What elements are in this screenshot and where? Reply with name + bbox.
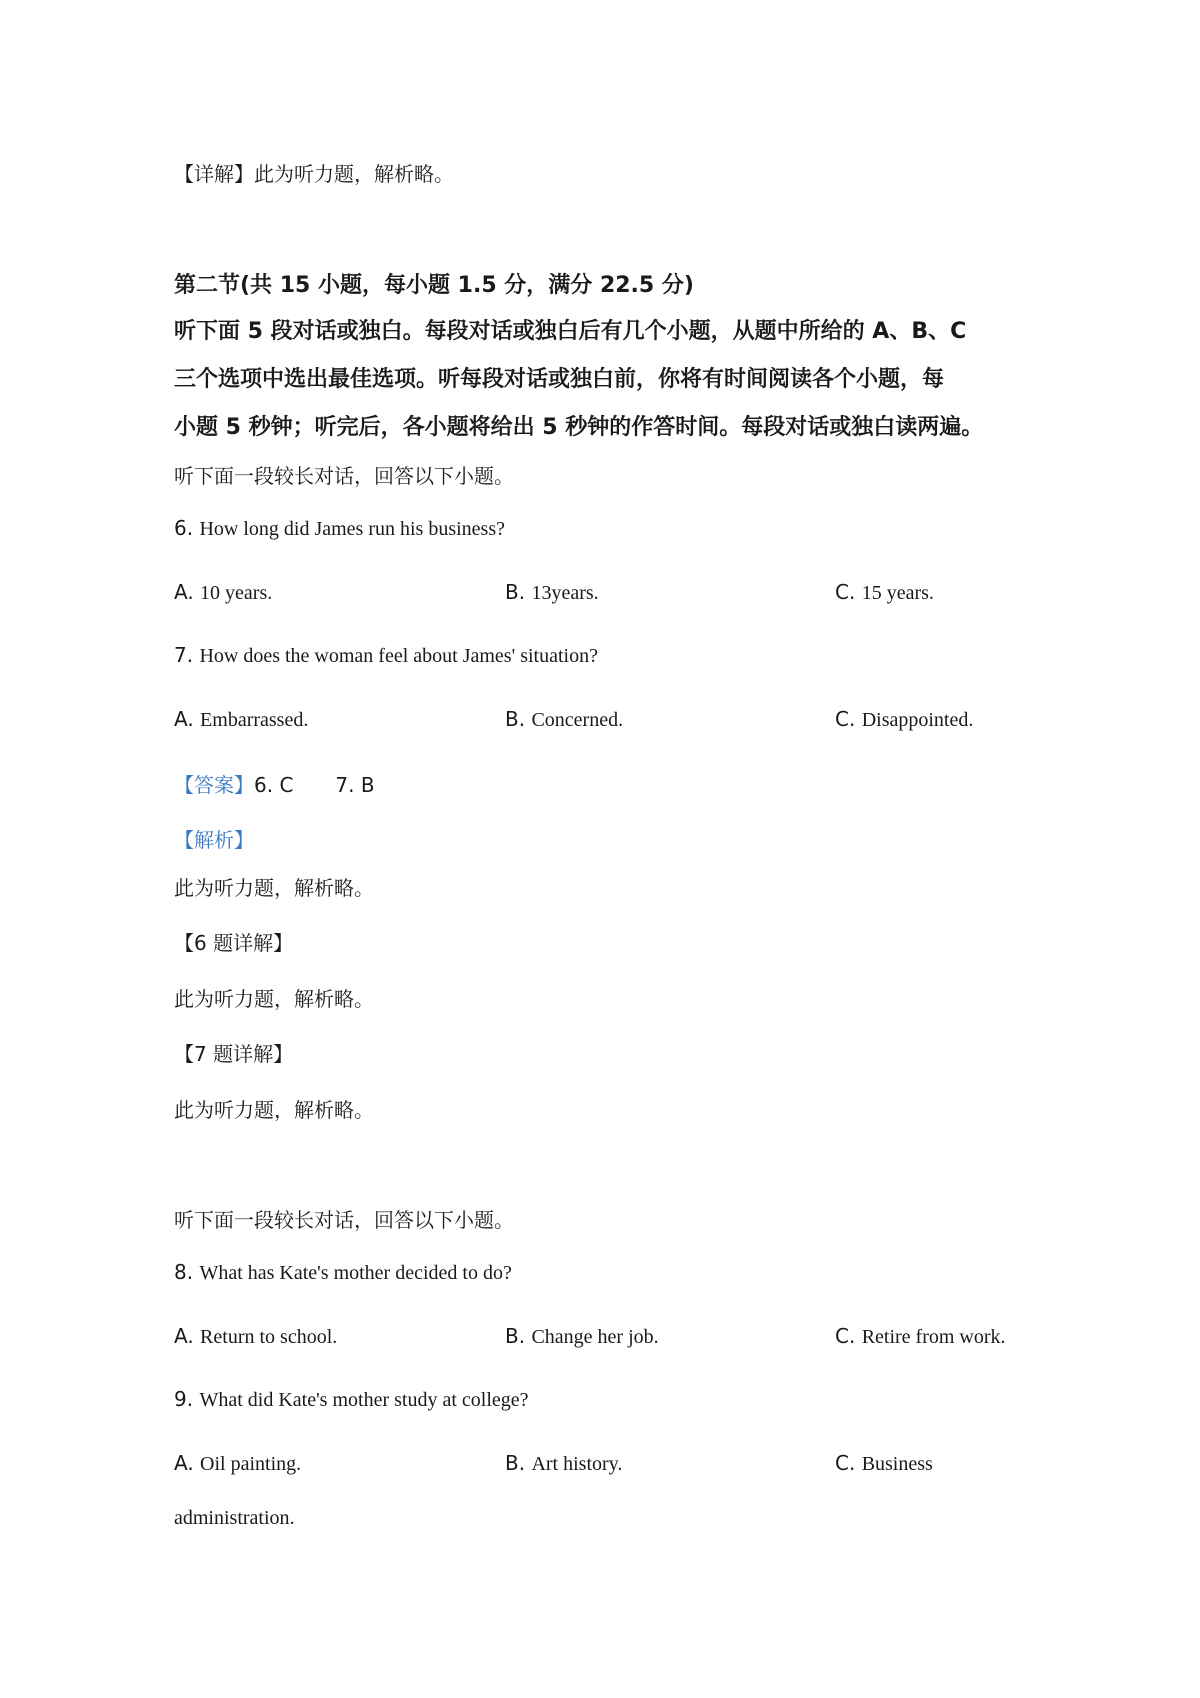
- option-letter: A.: [174, 1451, 194, 1475]
- answer-value: 7. B: [335, 773, 375, 797]
- option-text: Return to school.: [200, 1326, 338, 1348]
- top-detail: 【详解】此为听力题，解析略。: [174, 162, 454, 186]
- option-letter: B.: [505, 1324, 526, 1348]
- option-text: Retire from work.: [861, 1326, 1006, 1348]
- question-text: What did Kate's mother study at college?: [199, 1389, 529, 1411]
- option-text: 13years.: [531, 582, 599, 604]
- question-8: [174, 1260, 512, 1285]
- q9-option-b: [505, 1451, 622, 1476]
- option-text: Disappointed.: [861, 709, 974, 731]
- question-7: [174, 643, 598, 668]
- q8-option-b: [505, 1324, 659, 1349]
- option-text: 10 years.: [200, 582, 273, 604]
- q7-option-b: [505, 707, 623, 732]
- q9-option-a: [174, 1451, 301, 1476]
- question-number: 6.: [174, 516, 194, 540]
- detail-6-text: 此为听力题，解析略。: [174, 987, 374, 1011]
- analysis-text: 此为听力题，解析略。: [174, 876, 374, 900]
- option-text: Oil painting.: [200, 1453, 302, 1475]
- question-text: How does the woman feel about James' situation?: [199, 645, 598, 667]
- q8-option-a: [174, 1324, 337, 1349]
- question-6: [174, 516, 505, 541]
- answer-line: [174, 769, 375, 798]
- q6-option-a: [174, 580, 272, 605]
- section-instruction-line: 三个选项中选出最佳选项。听每段对话或独白前，你将有时间阅读各个小题，每: [174, 367, 945, 392]
- question-text: What has Kate's mother decided to do?: [199, 1262, 512, 1284]
- question-number: 7.: [174, 643, 194, 667]
- option-text: Business: [861, 1453, 933, 1475]
- q6-option-b: [505, 580, 599, 605]
- group1-intro: 听下面一段较长对话，回答以下小题。: [174, 464, 514, 488]
- answer-label: 【答案】: [174, 773, 254, 797]
- detail-6-label: 【6 题详解】: [174, 931, 294, 955]
- q9-option-c: [835, 1451, 933, 1476]
- option-letter: C.: [835, 1324, 856, 1348]
- option-text: 15 years.: [861, 582, 934, 604]
- question-number: 9.: [174, 1387, 194, 1411]
- option-text: Change her job.: [531, 1326, 659, 1348]
- option-letter: A.: [174, 707, 194, 731]
- analysis-label: 【解析】: [174, 828, 254, 852]
- q7-option-a: [174, 707, 308, 732]
- option-letter: B.: [505, 580, 526, 604]
- option-text: Art history.: [531, 1453, 623, 1475]
- q7-option-c: [835, 707, 973, 732]
- option-letter: C.: [835, 580, 856, 604]
- q9-option-c-continuation: administration.: [174, 1507, 295, 1529]
- option-letter: A.: [174, 580, 194, 604]
- option-letter: C.: [835, 1451, 856, 1475]
- question-number: 8.: [174, 1260, 194, 1284]
- question-9: [174, 1387, 529, 1412]
- section-instruction-line: 听下面 5 段对话或独白。每段对话或独白后有几个小题，从题中所给的 A、B、C: [174, 319, 967, 344]
- group2-intro: 听下面一段较长对话，回答以下小题。: [174, 1208, 514, 1232]
- section-title: 第二节(共 15 小题，每小题 1.5 分，满分 22.5 分): [174, 273, 694, 298]
- option-letter: C.: [835, 707, 856, 731]
- option-letter: B.: [505, 1451, 526, 1475]
- detail-7-text: 此为听力题，解析略。: [174, 1098, 374, 1122]
- question-text: How long did James run his business?: [199, 518, 505, 540]
- option-text: Embarrassed.: [200, 709, 309, 731]
- option-letter: A.: [174, 1324, 194, 1348]
- option-letter: B.: [505, 707, 526, 731]
- section-instruction-line: 小题 5 秒钟；听完后，各小题将给出 5 秒钟的作答时间。每段对话或独白读两遍。: [174, 415, 984, 440]
- answer-value: 6. C: [254, 773, 294, 797]
- option-text: Concerned.: [531, 709, 624, 731]
- detail-7-label: 【7 题详解】: [174, 1042, 294, 1066]
- q6-option-c: [835, 580, 934, 605]
- q8-option-c: [835, 1324, 1006, 1349]
